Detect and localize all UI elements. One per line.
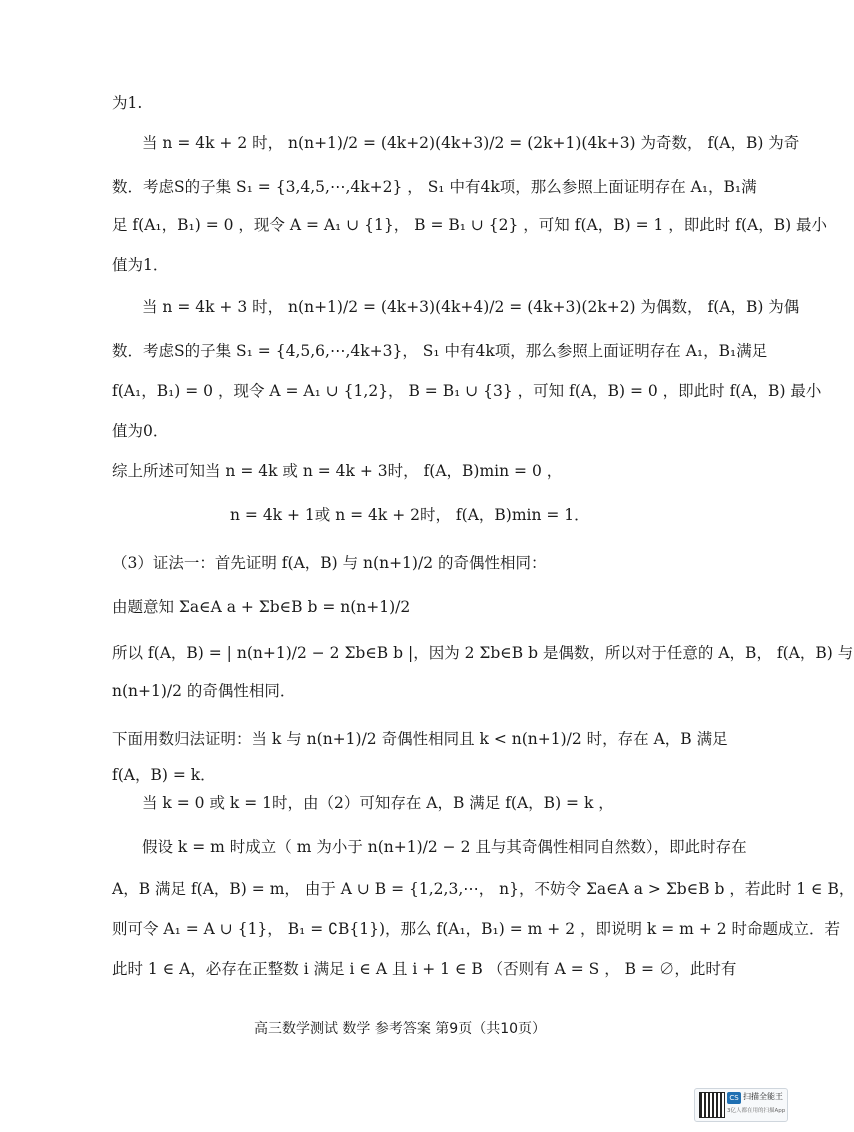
text-line: 当 n = 4k + 2 时， n(n+1)/2 = (4k+2)(4k+3)/2 = (2k+1)(4k+3) 为奇数， f(A，B) 为奇 (142, 134, 800, 152)
text-line: 此时 1 ∈ A，必存在正整数 i 满足 i ∈ A 且 i + 1 ∈ B （否则有 A = S ， B = ∅，此时有 (112, 960, 737, 978)
text-line: 值为1． (112, 256, 169, 274)
text-line: 综上所述可知当 n = 4k 或 n = 4k + 3时， f(A，B)min = 0 ， (112, 462, 563, 480)
text-line: n(n+1)/2 的奇偶性相同． (112, 682, 296, 700)
text-line: f(A，B) = k． (112, 766, 216, 784)
text-line: 数．考虑S的子集 S₁ = {3,4,5,⋯,4k+2} ， S₁ 中有4k项，那么参照上面证明存在 A₁，B₁满 (112, 178, 757, 196)
text-line: 所以 f(A，B) = | n(n+1)/2 − 2 Σb∈B b |，因为 2 Σb∈B b 是偶数，所以对于任意的 A，B， f(A，B) 与 (112, 644, 854, 662)
text-line: 足 f(A₁，B₁) = 0 ，现令 A = A₁ ∪ {1}， B = B₁ ∪ {2} ，可知 f(A，B) = 1 ，即此时 f(A，B) 最小 (112, 216, 828, 234)
text-line: （3）证法一：首先证明 f(A，B) 与 n(n+1)/2 的奇偶性相同： (112, 554, 547, 572)
text-line: n = 4k + 1或 n = 4k + 2时， f(A，B)min = 1． (230, 506, 590, 524)
text-line: 由题意知 Σa∈A a + Σb∈B b = n(n+1)/2 (112, 598, 411, 616)
text-line: 下面用数归法证明：当 k 与 n(n+1)/2 奇偶性相同且 k < n(n+1)/2 时，存在 A，B 满足 (112, 730, 728, 748)
text-line: 假设 k = m 时成立（ m 为小于 n(n+1)/2 − 2 且与其奇偶性相同自然数），即此时存在 (142, 838, 747, 856)
text-line: 值为0． (112, 422, 169, 440)
page-footer: 高三数学测试 数学 参考答案 第9页（共10页） (253, 1021, 547, 1037)
text-line: 当 k = 0 或 k = 1时，由（2）可知存在 A，B 满足 f(A，B) = k ， (142, 794, 614, 812)
text-line: 则可令 A₁ = A ∪ {1}， B₁ = ∁B{1})，那么 f(A₁，B₁) = m + 2 ，即说明 k = m + 2 时命题成立．若 (112, 920, 840, 938)
text-line: A，B 满足 f(A，B) = m， 由于 A ∪ B = {1,2,3,⋯， n}，不妨令 Σa∈A a > Σb∈B b ，若此时 1 ∈ B， (112, 880, 854, 898)
scanner-logo: CS (727, 1092, 741, 1104)
scanner-watermark (694, 1088, 788, 1122)
text-line: 为1. (112, 94, 143, 112)
text-line: 数．考虑S的子集 S₁ = {4,5,6,⋯,4k+3}， S₁ 中有4k项，那么参照上面证明存在 A₁，B₁满足 (112, 342, 768, 360)
scanner-title: 扫描全能王 (743, 1092, 783, 1101)
text-line: 当 n = 4k + 3 时， n(n+1)/2 = (4k+3)(4k+4)/2 = (4k+3)(2k+2) 为偶数， f(A，B) 为偶 (142, 298, 800, 316)
qr-code-icon (699, 1092, 725, 1118)
text-line: f(A₁，B₁) = 0 ，现令 A = A₁ ∪ {1,2}， B = B₁ ∪ {3} ，可知 f(A，B) = 0 ，即此时 f(A，B) 最小 (112, 382, 822, 400)
scanner-subtitle: 3亿人都在用的扫描App (727, 1108, 786, 1114)
